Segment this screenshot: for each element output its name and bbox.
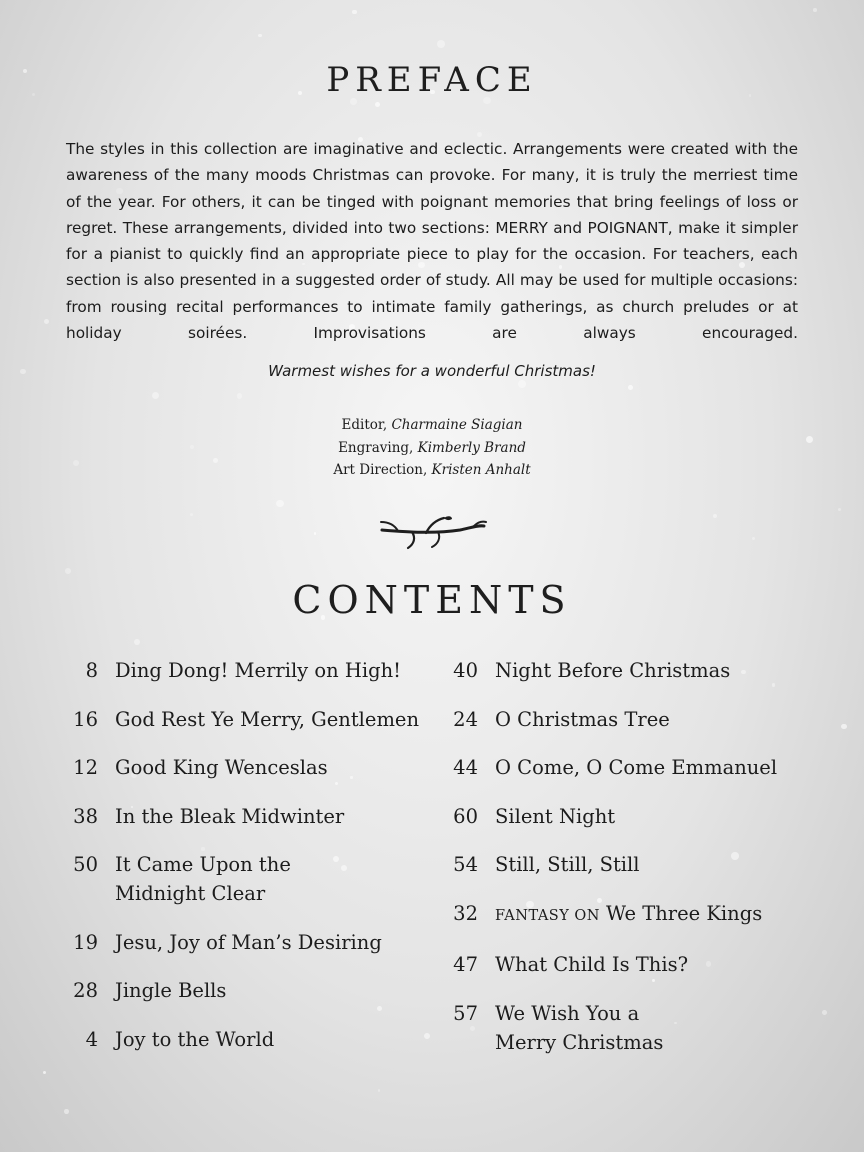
- closing-wish: Warmest wishes for a wonderful Christmas!: [268, 362, 596, 380]
- snow-fleck: [44, 319, 49, 324]
- toc-page-number: 60: [453, 804, 478, 828]
- credit-name: Kristen Anhalt: [431, 462, 531, 478]
- contents-title: CONTENTS: [292, 578, 572, 622]
- toc-page-number: 47: [453, 953, 478, 976]
- toc-page-number: 38: [73, 804, 98, 828]
- toc-title: Ding Dong! Merrily on High!: [115, 659, 402, 682]
- toc-right-column: [440, 656, 840, 1076]
- toc-page-number: 32: [453, 901, 478, 925]
- snow-fleck: [352, 10, 357, 15]
- snow-fleck: [43, 1071, 46, 1074]
- snow-fleck: [713, 514, 718, 519]
- credits: [0, 414, 864, 482]
- toc-entry: [60, 656, 430, 685]
- toc-entry: [60, 976, 430, 1005]
- toc-page-number: 54: [453, 853, 478, 876]
- toc-page-number: 19: [73, 930, 98, 954]
- toc-entry: [440, 753, 840, 782]
- credit-art-direction: [0, 459, 864, 482]
- toc-page-number: 57: [453, 1001, 478, 1025]
- credit-name: Charmaine Siagian: [391, 417, 523, 433]
- snow-fleck: [237, 393, 242, 398]
- snow-fleck: [134, 639, 140, 645]
- toc-entry: [440, 999, 840, 1057]
- toc-entry: [60, 753, 430, 782]
- credit-role: Editor,: [341, 417, 388, 433]
- snow-fleck: [190, 513, 193, 516]
- preface-title: PREFACE: [326, 60, 538, 100]
- toc-entry: [440, 656, 840, 685]
- credit-engraving: [0, 437, 864, 460]
- toc-title: O Christmas Tree: [495, 707, 670, 731]
- toc-title: Joy to the World: [115, 1027, 275, 1051]
- toc-title-prefix: FANTASY ON: [495, 907, 600, 924]
- toc-title: Jingle Bells: [115, 979, 227, 1002]
- toc-entry: [440, 899, 840, 931]
- snow-fleck: [752, 537, 755, 540]
- toc-title: We Wish You a Merry Christmas: [495, 1001, 664, 1054]
- toc-title: Still, Still, Still: [495, 853, 640, 876]
- toc-entry: [440, 950, 840, 979]
- snow-fleck: [838, 508, 841, 511]
- preface-body: The styles in this collection are imaginative and eclectic. Arrangements were created with the awareness of the many moods Christmas can provoke. For many, it is truly the merriest time of the year. For others, it can be tinged with poignant memories that bring feelings of loss or regret. These arrangements, divided into two sections: MERRY and POIGNANT, make it simpler for a pianist to quickly find an appropriate piece to play for the occasion. For teachers, each section is also presented in a suggested order of study. All may be used for multiple occasions: from rousing recital performances to intimate family gatherings, as church preludes or at holiday soirées. Improvisations are always encouraged.: [66, 140, 798, 343]
- toc-left-column: [60, 656, 430, 1073]
- toc-title: What Child Is This?: [495, 953, 689, 976]
- toc-title: Silent Night: [495, 804, 616, 828]
- toc-title: Night Before Christmas: [495, 659, 731, 682]
- snow-fleck: [518, 380, 526, 388]
- toc-page-number: 24: [453, 707, 478, 731]
- snow-fleck: [314, 532, 316, 534]
- branch-ornament-icon: [378, 512, 488, 552]
- toc-entry: [60, 928, 430, 957]
- toc-entry: [440, 802, 840, 831]
- toc-page-number: 8: [85, 659, 98, 682]
- snow-fleck: [841, 724, 846, 729]
- snow-fleck: [378, 1089, 381, 1092]
- snow-fleck: [437, 40, 445, 48]
- toc-page-number: 28: [73, 979, 98, 1002]
- toc-title: FANTASY ON We Three Kings: [495, 901, 763, 925]
- credit-role: Engraving,: [338, 439, 414, 456]
- toc-title: Good King Wenceslas: [115, 756, 328, 779]
- snow-fleck: [152, 392, 159, 399]
- toc-title: In the Bleak Midwinter: [115, 804, 345, 828]
- toc-entry: [60, 850, 430, 908]
- toc-entry: [60, 802, 430, 831]
- snow-fleck: [258, 34, 261, 37]
- toc-entry: [60, 705, 430, 734]
- toc-title: It Came Upon the Midnight Clear: [115, 853, 291, 905]
- credit-name: Kimberly Brand: [417, 439, 526, 456]
- snow-fleck: [65, 568, 71, 574]
- toc-page-number: 16: [73, 707, 98, 731]
- toc-entry: [440, 705, 840, 734]
- snow-fleck: [64, 1109, 69, 1114]
- snow-fleck: [276, 500, 284, 508]
- toc-entry: [60, 1025, 430, 1054]
- toc-title: God Rest Ye Merry, Gentlemen: [115, 707, 420, 731]
- toc-page-number: 50: [73, 853, 98, 876]
- toc-title: O Come, O Come Emmanuel: [495, 756, 778, 779]
- snow-fleck: [813, 8, 817, 12]
- snow-fleck: [628, 385, 633, 390]
- toc-page-number: 12: [73, 756, 98, 779]
- toc-page-number: 4: [85, 1027, 98, 1051]
- credit-role: Art Direction,: [333, 462, 428, 478]
- toc-entry: [440, 850, 840, 879]
- snow-fleck: [375, 102, 381, 108]
- toc-page-number: 44: [453, 756, 478, 779]
- toc-title: Jesu, Joy of Man’s Desiring: [115, 930, 382, 954]
- toc-page-number: 40: [453, 659, 478, 682]
- credit-editor: [0, 414, 864, 437]
